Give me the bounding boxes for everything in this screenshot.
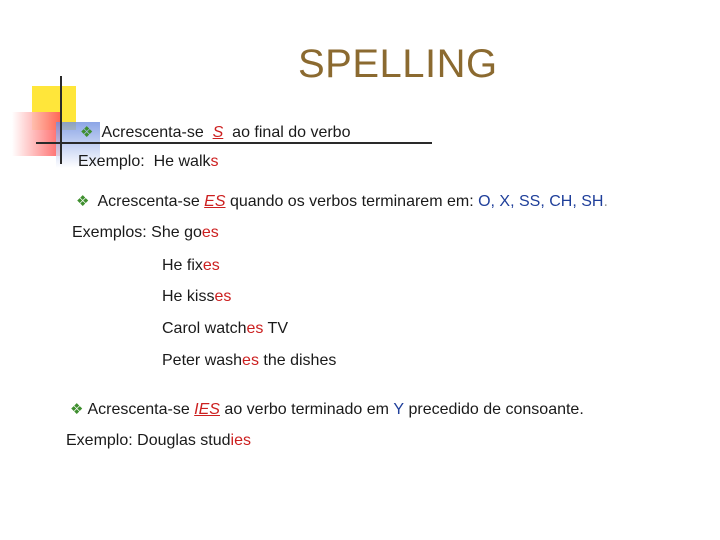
example-item-2-stem: He fix: [162, 257, 203, 274]
rule-3-text-after: precedido de consoante.: [408, 401, 584, 418]
rule-3-letter: Y: [393, 401, 405, 418]
example-item-4-after: TV: [263, 320, 288, 337]
example-item-3-stem: He kiss: [162, 288, 215, 305]
rule-2-text: Acrescenta-se: [97, 193, 200, 210]
example-item-3: [162, 288, 231, 306]
example-item-1-suffix: es: [201, 224, 219, 241]
example-1-prefix: Exemplo:: [78, 153, 145, 170]
rule-1-suffix: S: [212, 124, 224, 141]
slide-title: SPELLING: [298, 42, 498, 86]
example-item-4-stem: Carol watch: [162, 320, 247, 337]
rule-2-suffix: ES: [204, 193, 226, 210]
rule-3-text: Acrescenta-se: [87, 401, 190, 418]
example-1-suffix: s: [210, 153, 219, 170]
example-item-2-suffix: es: [202, 257, 220, 274]
example-3-prefix: Exemplo:: [66, 432, 133, 449]
rule-3-text-middle: ao verbo terminado em: [224, 401, 389, 418]
diamond-bullet-icon: ❖: [70, 401, 84, 418]
rule-1-text: Acrescenta-se: [101, 124, 204, 141]
rule-3-suffix: IES: [194, 401, 220, 418]
example-item-5-stem: Peter wash: [162, 352, 243, 369]
decor-vertical-line: [60, 76, 62, 164]
diamond-bullet-icon: ❖: [76, 193, 90, 210]
example-item-3-suffix: es: [214, 288, 232, 305]
example-item-5: [162, 352, 336, 370]
decor-red-square: [12, 112, 60, 156]
rule-1: [80, 123, 350, 142]
rule-2-text-middle: quando os verbos terminarem em:: [229, 193, 474, 210]
example-item-5-suffix: es: [242, 352, 259, 369]
example-3: [66, 432, 251, 450]
examples-2: [72, 224, 219, 242]
rule-2: [76, 192, 608, 211]
decor-horizontal-line: [36, 142, 432, 144]
rule-2-end-punct: .: [603, 193, 608, 210]
rule-3: [70, 400, 584, 419]
example-1: [78, 153, 219, 171]
example-item-4: [162, 320, 288, 338]
rule-1-text-after: ao final do verbo: [232, 124, 351, 141]
example-3-suffix: ies: [230, 432, 251, 449]
example-1-stem: He walk: [153, 153, 211, 170]
rule-2-endings: O, X, SS, CH, SH: [478, 193, 604, 210]
diamond-bullet-icon: ❖: [80, 124, 94, 141]
example-item-5-after: the dishes: [258, 352, 337, 369]
example-item-1-stem: She go: [151, 224, 202, 241]
example-item-2: [162, 257, 220, 275]
example-3-stem: Douglas stud: [137, 432, 231, 449]
examples-2-prefix: Exemplos:: [72, 224, 147, 241]
example-item-4-suffix: es: [246, 320, 264, 337]
